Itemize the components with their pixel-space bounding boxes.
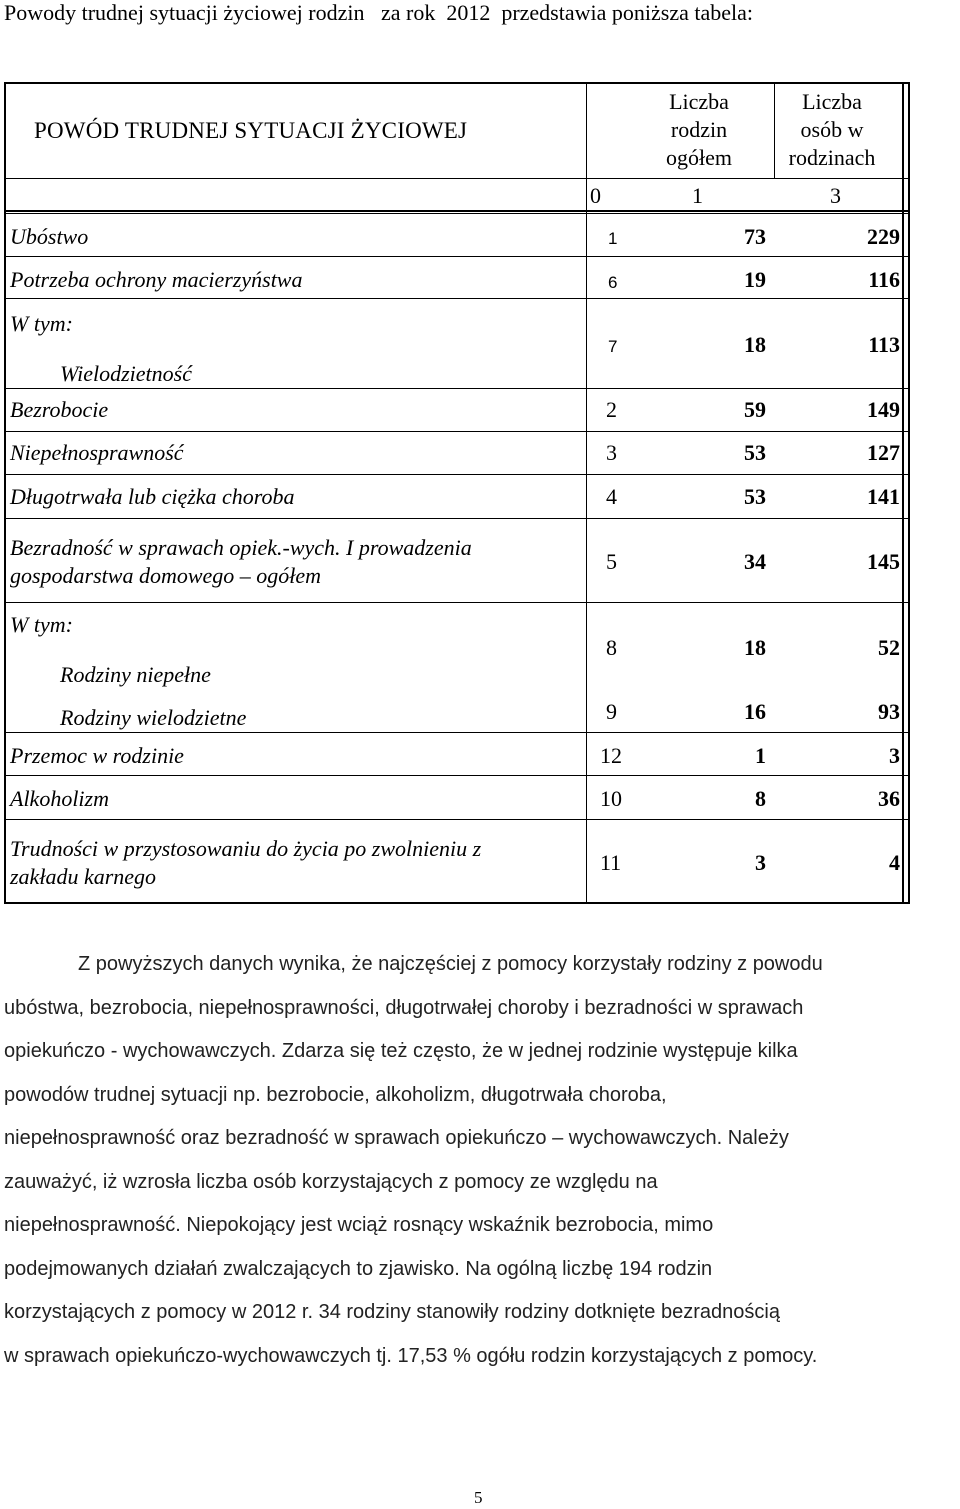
row-divider xyxy=(4,602,908,603)
row-label-line1: Trudności w przystosowaniu do życia po zwolnieniu z xyxy=(10,836,482,861)
row-divider xyxy=(4,775,908,776)
row-label: Przemoc w rodzinie xyxy=(10,743,184,768)
header-families-line: rodzin xyxy=(670,117,728,142)
row-persons: 127 xyxy=(867,440,900,465)
row-families: 53 xyxy=(744,484,766,509)
row-no: 2 xyxy=(606,397,617,422)
row-persons: 93 xyxy=(878,699,900,724)
row-families: 16 xyxy=(744,699,766,724)
numbering-0: 0 xyxy=(590,183,601,208)
paragraph-line: Z powyższych danych wynika, że najczęściej z pomocy korzystały rodziny z powodu xyxy=(78,953,823,975)
numbering-3: 3 xyxy=(830,183,841,208)
row-label: Ubóstwo xyxy=(10,224,89,249)
row-persons: 3 xyxy=(889,743,900,768)
row-label-line1: Bezradność w sprawach opiek.-wych. I prowadzenia xyxy=(10,535,472,560)
row-no: 5 xyxy=(606,549,617,574)
paragraph-line: opiekuńczo - wychowawczych. Zdarza się też często, że w jednej rodzinie występuje kilka xyxy=(4,1040,798,1062)
row-label: Bezrobocie xyxy=(10,397,109,422)
row-divider xyxy=(4,388,908,389)
row-label: Niepełnosprawność xyxy=(10,440,184,465)
header-families xyxy=(644,88,754,172)
intro-text: Powody trudnej sytuacji życiowej rodzin za rok 2012 przedstawia poniższa tabela: xyxy=(4,0,753,25)
row-label: Potrzeba ochrony macierzyństwa xyxy=(10,267,303,292)
paragraph-line: korzystających z pomocy w 2012 r. 34 rodziny stanowiły rodziny dotknięte bezradnością xyxy=(4,1301,780,1323)
paragraph-line: ubóstwa, bezrobocia, niepełnosprawności, długotrwałej choroby i bezradności w sprawach xyxy=(4,996,804,1019)
row-no: 12 xyxy=(600,743,622,768)
row-families: 53 xyxy=(744,440,766,465)
row-no: 1 xyxy=(608,229,618,248)
row-persons: 149 xyxy=(867,397,900,422)
header-persons xyxy=(776,88,888,172)
row-persons: 4 xyxy=(889,850,900,875)
header-persons-line: rodzinach xyxy=(788,145,876,170)
row-no: 8 xyxy=(606,635,617,660)
row-persons: 36 xyxy=(878,786,900,811)
header-families-line: Liczba xyxy=(669,89,729,114)
row-divider xyxy=(4,431,908,432)
row-divider xyxy=(4,256,908,257)
row-persons: 113 xyxy=(868,332,900,357)
header-reason: POWÓD TRUDNEJ SYTUACJI ŻYCIOWEJ xyxy=(34,118,468,143)
row-no: 11 xyxy=(600,850,622,875)
row-divider xyxy=(4,518,908,519)
numbering-divider-2 xyxy=(4,213,908,214)
row-no: 10 xyxy=(600,786,622,811)
row-persons: 52 xyxy=(878,635,900,660)
page-number: 5 xyxy=(474,1488,483,1507)
header-persons-line: osób w xyxy=(800,117,864,142)
row-no: 7 xyxy=(608,337,618,356)
row-label-line1: W tym: xyxy=(10,612,73,637)
row-divider xyxy=(4,819,908,820)
row-families: 1 xyxy=(755,743,766,768)
header-persons-line: Liczba xyxy=(802,89,862,114)
paragraph-line: powodów trudnej sytuacji np. bezrobocie, alkoholizm, długotrwała choroba, xyxy=(4,1083,667,1106)
row-persons: 141 xyxy=(867,484,900,509)
row-divider xyxy=(4,732,908,733)
row-label-line2: Wielodzietność xyxy=(60,361,192,386)
reasons-table xyxy=(4,82,908,904)
row-label: Długotrwała lub ciężka choroba xyxy=(10,484,295,509)
numbering-1: 1 xyxy=(692,183,703,208)
row-persons: 145 xyxy=(867,549,900,574)
row-no: 9 xyxy=(606,699,617,724)
row-families: 18 xyxy=(744,332,766,357)
row-divider xyxy=(4,298,908,299)
table-right-border xyxy=(902,82,910,904)
paragraph-line: niepełnosprawność oraz bezradność w sprawach opiekuńczo – wychowawczych. Należy xyxy=(4,1127,789,1149)
row-families: 19 xyxy=(744,267,766,292)
row-no: 3 xyxy=(606,440,617,465)
row-families: 59 xyxy=(744,397,766,422)
row-label: Rodziny wielodzietne xyxy=(60,705,247,730)
summary-paragraph xyxy=(4,943,956,1378)
paragraph-line: w sprawach opiekuńczo-wychowawczych tj. 17,53 % ogółu rodzin korzystających z pomocy. xyxy=(4,1344,818,1367)
row-persons: 116 xyxy=(868,267,900,292)
row-label-line1: W tym: xyxy=(10,311,73,336)
row-no: 4 xyxy=(606,484,617,509)
row-label-line2: Rodziny niepełne xyxy=(60,662,211,687)
col-divider-header xyxy=(774,82,775,178)
numbering-divider xyxy=(4,210,908,212)
row-divider xyxy=(4,474,908,475)
row-persons: 229 xyxy=(867,224,900,249)
header-divider xyxy=(4,178,908,179)
row-families: 8 xyxy=(755,786,766,811)
row-families: 34 xyxy=(744,549,766,574)
row-families: 3 xyxy=(755,850,766,875)
paragraph-line: niepełnosprawność. Niepokojący jest wciąż rosnący wskaźnik bezrobocia, mimo xyxy=(4,1214,714,1236)
row-label-line2: zakładu karnego xyxy=(10,864,157,889)
paragraph-line: zauważyć, iż wzrosła liczba osób korzystających z pomocy ze względu na xyxy=(4,1170,658,1193)
col-divider-label xyxy=(586,82,587,904)
row-no: 6 xyxy=(608,273,618,292)
row-label-line2: gospodarstwa domowego – ogółem xyxy=(10,563,322,588)
row-families: 18 xyxy=(744,635,766,660)
row-label: Alkoholizm xyxy=(10,786,109,811)
header-families-line: ogółem xyxy=(666,145,732,170)
row-families: 73 xyxy=(744,224,766,249)
paragraph-line: podejmowanych działań zwalczających to zjawisko. Na ogólną liczbę 194 rodzin xyxy=(4,1257,713,1280)
